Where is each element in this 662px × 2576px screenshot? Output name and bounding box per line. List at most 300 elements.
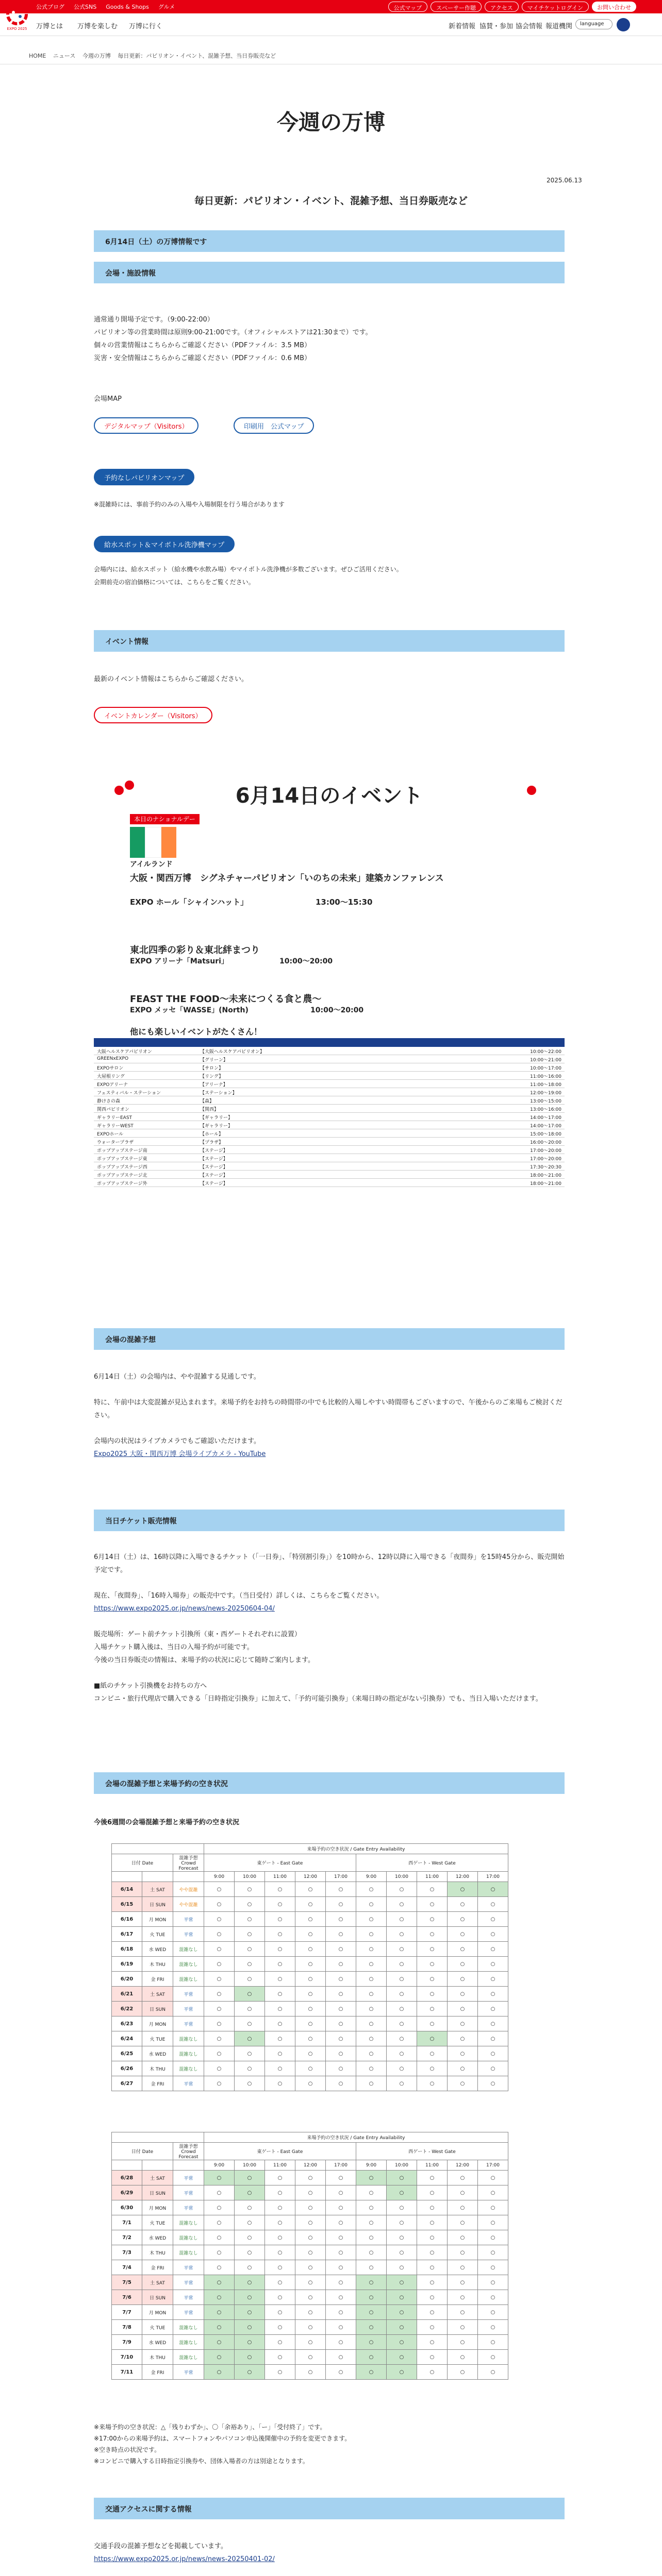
grid-availability-cell: ○ (204, 2335, 235, 2350)
grid-weekday: 日 SUN (142, 1897, 173, 1912)
grid-availability-cell: ○ (478, 2031, 508, 2046)
grid-availability-cell: ○ (326, 2171, 356, 2185)
grid-availability-cell: ○ (448, 2215, 478, 2230)
grid-availability-cell: ○ (448, 2061, 478, 2076)
grid-availability-cell: ○ (265, 1882, 295, 1897)
grid-weekday: 月 MON (142, 2200, 173, 2215)
grid-availability-cell: ○ (295, 1882, 326, 1897)
grid-availability-cell: ○ (356, 2260, 387, 2275)
grid-availability-cell: ○ (387, 1927, 417, 1942)
grid-forecast: 混雑なし (173, 2320, 204, 2335)
grid-date: 6/23 (112, 2016, 142, 2031)
grid-availability-cell: ○ (295, 2275, 326, 2290)
grid-date: 6/21 (112, 1987, 142, 2002)
grid-availability-cell: ○ (295, 2320, 326, 2335)
text-line: パビリオン等の営業時間は原則9:00-21:00です。（オフィシャルストアは21:30まで）です。 (94, 329, 372, 336)
grid-forecast: 平常 (173, 2365, 204, 2380)
grid-availability-cell: ○ (235, 1957, 265, 1972)
grid-forecast: 混雑なし (173, 2245, 204, 2260)
note-line: ※空き時点の状況です。 (94, 2446, 161, 2453)
grid-weekday: 水 WED (142, 1942, 173, 1957)
grid-header-blank (173, 2160, 204, 2171)
grid-availability-cell: ○ (356, 2290, 387, 2305)
grid-date: 7/11 (112, 2365, 142, 2380)
nav-item-visit[interactable]: 万博に行く (129, 23, 163, 30)
grid-availability-cell: ○ (417, 1972, 448, 1987)
grid-availability-cell: ○ (265, 2002, 295, 2016)
grid-weekday: 月 MON (142, 2305, 173, 2320)
event-calendar-button[interactable]: イベントカレンダー（Visitors） (94, 707, 212, 723)
grid-availability-cell: ○ (295, 2046, 326, 2061)
event-table-cell: ギャラリーEAST (97, 1115, 133, 1121)
grid-availability-cell: ○ (417, 1942, 448, 1957)
live-camera-link[interactable]: Expo2025 大阪・関西万博 会場ライブカメラ - YouTube (94, 1450, 266, 1458)
grid-header-time: 10:00 (235, 1872, 265, 1882)
event-table-row (94, 1072, 565, 1080)
grid-forecast: 平常 (173, 1927, 204, 1942)
grid-weekday: 金 FRI (142, 1972, 173, 1987)
event-table-cell: 11:00～16:00 (530, 1074, 561, 1079)
grid-availability-cell: ○ (417, 2031, 448, 2046)
grid-availability-cell: ○ (478, 2350, 508, 2365)
grid-availability-cell: ○ (448, 2245, 478, 2260)
digital-map-button[interactable]: デジタルマップ（Visitors） (94, 417, 198, 434)
water-map-button[interactable]: 給水スポット＆マイボトル洗浄機マップ (94, 536, 235, 552)
grid-availability-cell: ○ (265, 2305, 295, 2320)
grid-availability-cell: ○ (326, 2335, 356, 2350)
grid-forecast: 混雑なし (173, 2335, 204, 2350)
grid-availability-cell: ○ (417, 1912, 448, 1927)
topbar-map-button[interactable]: 公式マップ (388, 2, 428, 12)
grid-availability-cell: ○ (478, 2290, 508, 2305)
event-3-venue: EXPO メッセ「WASSE」(North) (130, 1006, 249, 1014)
grid-availability-cell: ○ (448, 2200, 478, 2215)
grid-availability-cell: ○ (417, 2171, 448, 2185)
event-table-cell: 16:00～20:00 (530, 1140, 561, 1145)
grid-availability-cell: ○ (356, 2031, 387, 2046)
topbar-link-sns[interactable]: 公式SNS (74, 4, 97, 10)
event-table-cell: 15:00～18:00 (530, 1132, 561, 1137)
grid-header-time: 12:00 (448, 2160, 478, 2171)
grid-forecast: 平常 (173, 2171, 204, 2185)
grid-weekday: 土 SAT (142, 2275, 173, 2290)
grid-availability-cell: ○ (478, 1942, 508, 1957)
grid-availability-cell: ○ (326, 2002, 356, 2016)
grid-forecast: 平常 (173, 2016, 204, 2031)
grid-availability-cell: ○ (295, 2016, 326, 2031)
grid-availability-cell: ○ (478, 1987, 508, 2002)
grid-date: 6/26 (112, 2061, 142, 2076)
grid-availability-cell: ○ (326, 2185, 356, 2200)
event-table-cell: 【関西】 (200, 1107, 219, 1112)
grid-availability-cell: ○ (387, 2365, 417, 2380)
grid-availability-cell: ○ (326, 2365, 356, 2380)
grid-date: 7/3 (112, 2245, 142, 2260)
grid-header-date: 日付 Date (112, 2143, 173, 2160)
grid-header-blank (142, 2160, 173, 2171)
grid-header-forecast: 混雑予想 Crowd Forecast (173, 1854, 204, 1872)
grid-availability-cell: ○ (387, 2076, 417, 2091)
section-facility-text (94, 313, 565, 365)
grid-availability-cell: ○ (417, 2290, 448, 2305)
grid-header-time: 11:00 (417, 2160, 448, 2171)
event-table-row (94, 1162, 565, 1171)
grid-availability-cell: ○ (356, 2171, 387, 2185)
grid-header-blank (112, 2160, 142, 2171)
grid-availability-cell: ○ (387, 1942, 417, 1957)
grid-availability-cell: ○ (235, 2016, 265, 2031)
grid-availability-cell: ○ (478, 1927, 508, 1942)
event-table-cell: 【グリーン】 (200, 1058, 228, 1063)
page-title: 今週の万博 (276, 110, 385, 135)
grid-availability-cell: ○ (235, 2320, 265, 2335)
event-table-row (94, 1171, 565, 1179)
grid-availability-cell: ○ (204, 1927, 235, 1942)
section-bar-crowd: 会場の混雑予想 (94, 1328, 565, 1350)
grid-availability-cell: ○ (235, 2171, 265, 2185)
search-icon[interactable] (617, 18, 630, 31)
event-table-cell: 静けさの森 (97, 1099, 121, 1104)
grid-availability-cell: ○ (417, 2305, 448, 2320)
grid-availability-cell: ○ (387, 2215, 417, 2230)
grid-availability-cell: ○ (448, 2031, 478, 2046)
grid-availability-cell: ○ (478, 2260, 508, 2275)
grid-availability-cell: ○ (387, 1912, 417, 1927)
grid-availability-cell: ○ (417, 1987, 448, 2002)
grid-availability-cell: ○ (204, 2245, 235, 2260)
event-table-cell: ポップアップステージ西 (97, 1165, 147, 1170)
map-label: 会場MAP (94, 395, 122, 403)
grid-availability-cell: ○ (235, 2275, 265, 2290)
event-table-cell: GREENxEXPO (97, 1056, 129, 1061)
grid-availability-cell: ○ (417, 2230, 448, 2245)
nav-item-news[interactable]: 新着情報 (449, 23, 476, 30)
grid-availability-cell: ○ (448, 1882, 478, 1897)
grid-availability-cell: ○ (478, 2335, 508, 2350)
text-line: 販売場所：ゲート前チケット引換所（東・西ゲートそれぞれに設置） (94, 1631, 301, 1638)
grid-availability-cell: ○ (417, 2076, 448, 2091)
grid-weekday: 金 FRI (142, 2076, 173, 2091)
event-1-venue: EXPO ホール「シャインハット」 (130, 897, 249, 907)
grid-header-time: 12:00 (295, 2160, 326, 2171)
grid-row (112, 1972, 508, 1987)
topbar-spacer-button[interactable]: スペーサー作聴 (431, 2, 482, 12)
grid-weekday: 月 MON (142, 2016, 173, 2031)
grid-availability-cell: ○ (356, 2335, 387, 2350)
grid-row (112, 2061, 508, 2076)
grid-availability-cell: ○ (295, 1942, 326, 1957)
grid-forecast: 混雑なし (173, 1957, 204, 1972)
grid-weekday: 土 SAT (142, 2171, 173, 2185)
topbar-link-gourmet[interactable]: グルメ (158, 4, 175, 10)
event-table-cell: 【ステージ】 (200, 1157, 228, 1162)
grid-availability-cell: ○ (235, 2290, 265, 2305)
grid-date: 6/19 (112, 1957, 142, 1972)
event-table-row (94, 1138, 565, 1146)
grid-availability-cell: ○ (478, 2171, 508, 2185)
grid-availability-cell: ○ (478, 2275, 508, 2290)
event-table-cell: ギャラリーWEST (97, 1124, 134, 1129)
grid-availability-cell: ○ (204, 2320, 235, 2335)
grid-availability-cell: ○ (204, 1972, 235, 1987)
grid-header-time: 11:00 (265, 2160, 295, 2171)
event-table-cell: 10:00～17:00 (530, 1066, 561, 1071)
access-link-1[interactable]: https://www.expo2025.or.jp/news/news-20250401-02/ (94, 2555, 275, 2563)
grid-availability-cell: ○ (417, 1882, 448, 1897)
breadcrumb-home[interactable]: HOME (29, 53, 46, 59)
grid-row (112, 1882, 508, 1897)
grid-availability-cell: ○ (356, 2245, 387, 2260)
grid-availability-cell: ○ (265, 2185, 295, 2200)
grid-availability-cell: ○ (235, 2061, 265, 2076)
grid-row (112, 2031, 508, 2046)
grid-availability-cell: ○ (417, 2365, 448, 2380)
text-heading: ■紙のチケット引換機をお持ちの方へ (94, 1682, 207, 1690)
topbar-link-blog[interactable]: 公式ブログ (36, 4, 64, 10)
grid-availability-cell: ○ (326, 1927, 356, 1942)
text-line: 現在、「夜間券」、「16時入場券」の販売中です。（当日受付）詳しくは、こちらをご覧ください。 (94, 1592, 384, 1600)
breadcrumb-weekly[interactable]: 今週の万博 (82, 53, 111, 59)
grid-availability-cell: ○ (356, 2230, 387, 2245)
grid-availability-cell: ○ (204, 2185, 235, 2200)
event-2-venue: EXPO アリーナ「Matsuri」 (130, 957, 228, 965)
grid-availability-cell: ○ (417, 1927, 448, 1942)
grid-availability-cell: ○ (387, 1882, 417, 1897)
grid-availability-cell: ○ (235, 1912, 265, 1927)
grid-date: 6/20 (112, 1972, 142, 1987)
grid-row (112, 2320, 508, 2335)
expo-logo[interactable] (4, 3, 30, 34)
event-table-cell: 【ホール】 (200, 1132, 223, 1137)
grid-availability-cell: ○ (204, 2076, 235, 2091)
grid-availability-cell: ○ (387, 2185, 417, 2200)
grid-availability-cell: ○ (448, 2002, 478, 2016)
grid-row (112, 1912, 508, 1927)
grid-availability-cell: ○ (356, 2365, 387, 2380)
grid-availability-cell: ○ (387, 2031, 417, 2046)
grid-availability-cell: ○ (356, 2320, 387, 2335)
grid-availability-cell: ○ (448, 1957, 478, 1972)
grid-header-legend: 来場予約の空き状況 / Gate Entry Availability (204, 2132, 508, 2143)
grid-date: 6/15 (112, 1897, 142, 1912)
grid-availability-cell: ○ (478, 2215, 508, 2230)
grid-availability-cell: ○ (235, 1987, 265, 2002)
grid-availability-cell: ○ (204, 2002, 235, 2016)
grid-header-time: 10:00 (387, 2160, 417, 2171)
grid-availability-cell: ○ (387, 2046, 417, 2061)
grid-availability-cell: ○ (448, 2076, 478, 2091)
grid-forecast: 混雑なし (173, 1972, 204, 1987)
event-table-cell: 【ステージ】 (200, 1148, 228, 1154)
event-table-cell: ポップアップステージ東 (97, 1157, 147, 1162)
grid-availability-cell: ○ (326, 2016, 356, 2031)
event-table-cell: 13:00～15:00 (530, 1099, 561, 1104)
breadcrumb-current: 毎日更新：パビリオン・イベント、混雑予想、当日券販売など (118, 53, 276, 59)
event-2-title: 東北四季の彩り＆東北絆まつり (130, 945, 260, 956)
nav-item-enjoy[interactable]: 万博を楽しむ (77, 23, 118, 30)
nav-item-press[interactable]: 報道機関 (545, 23, 573, 30)
grid-availability-cell: ○ (295, 1972, 326, 1987)
grid-availability-cell: ○ (356, 2350, 387, 2365)
grid-availability-cell: ○ (235, 2076, 265, 2091)
grid-row (112, 2200, 508, 2215)
topbar-myticket-button[interactable]: マイチケットログイン (522, 2, 589, 12)
text-line: 会期前売の宿泊価格については、こちらをご覧ください。 (94, 579, 255, 586)
grid-availability-cell: ○ (417, 2200, 448, 2215)
grid-notes (94, 2421, 565, 2467)
grid-availability-cell: ○ (265, 2076, 295, 2091)
topbar-contact-button[interactable]: お問い合わせ (592, 2, 636, 12)
grid-availability-cell: ○ (478, 1882, 508, 1897)
grid-weekday: 日 SUN (142, 2185, 173, 2200)
note-line: ※コンビニで購入する日時指定引換券や、団体入場者の方は別途となります。 (94, 2458, 309, 2465)
grid-availability-cell: ○ (295, 2185, 326, 2200)
text-line: 特に、午前中は大変混雑が見込まれます。来場予約をお持ちの時間帯の中でも比較的入場しやすい時間帯もございますので、午後からのご来場もご検討ください。 (94, 1399, 562, 1419)
grid-availability-cell: ○ (235, 2046, 265, 2061)
grid-forecast: 混雑なし (173, 2061, 204, 2076)
print-map-button[interactable]: 印刷用 公式マップ (234, 417, 314, 434)
nav-item-about[interactable]: 万博とは (36, 23, 63, 30)
grid-availability-cell: ○ (478, 1957, 508, 1972)
grid-header-blank (142, 1872, 173, 1882)
grid-row (112, 2230, 508, 2245)
grid-availability-cell: ○ (356, 1972, 387, 1987)
grid-availability-cell: ○ (448, 2185, 478, 2200)
grid-weekday: 日 SUN (142, 2002, 173, 2016)
grid-row (112, 1957, 508, 1972)
grid-weekday: 土 SAT (142, 1882, 173, 1897)
language-select[interactable]: language (575, 19, 613, 29)
event-table-cell: 12:00～19:00 (530, 1091, 561, 1096)
event-table-cell: 11:00～18:00 (530, 1082, 561, 1088)
event-3-time: 10:00～20:00 (310, 1006, 364, 1014)
grid-date: 6/25 (112, 2046, 142, 2061)
grid-availability-cell: ○ (326, 1972, 356, 1987)
section-bar-today: 6月14日（土）の万博情報です (94, 230, 565, 252)
topbar-access-button[interactable]: アクセス (485, 2, 519, 12)
grid-availability-cell: ○ (295, 2230, 326, 2245)
grid-availability-cell: ○ (204, 2031, 235, 2046)
section-bar-reservation: 会場の混雑予想と来場予約の空き状況 (94, 1772, 565, 1794)
grid-row (112, 2076, 508, 2091)
grid-weekday: 火 TUE (142, 2215, 173, 2230)
grid-availability-cell: ○ (356, 2200, 387, 2215)
grid-weekday: 木 THU (142, 2245, 173, 2260)
water-text (94, 563, 565, 589)
grid-availability-cell: ○ (356, 2002, 387, 2016)
grid-availability-cell: ○ (448, 1942, 478, 1957)
grid-availability-cell: ○ (295, 2076, 326, 2091)
grid-row (112, 2245, 508, 2260)
grid-availability-cell: ○ (448, 1912, 478, 1927)
grid-availability-cell: ○ (478, 2016, 508, 2031)
event-table-cell: 【サロン】 (200, 1066, 224, 1071)
grid-header-time: 17:00 (326, 2160, 356, 2171)
grid-availability-cell: ○ (448, 2230, 478, 2245)
grid-availability-cell: ○ (448, 1927, 478, 1942)
grid-availability-cell: ○ (235, 1927, 265, 1942)
grid-availability-cell: ○ (478, 2076, 508, 2091)
grid-header-time: 12:00 (295, 1872, 326, 1882)
events-text: 最新のイベント情報はこちらからご確認ください。 (94, 675, 249, 683)
noreserve-map-button[interactable]: 予約なしパビリオンマップ (94, 469, 194, 485)
grid-availability-cell: ○ (204, 1882, 235, 1897)
grid-availability-cell: ○ (478, 2002, 508, 2016)
grid-availability-cell: ○ (204, 2171, 235, 2185)
grid-header-date: 日付 Date (112, 1854, 173, 1872)
grid-row (112, 2335, 508, 2350)
grid-availability-cell: ○ (204, 2350, 235, 2365)
grid-availability-cell: ○ (235, 1942, 265, 1957)
grid-header-time: 17:00 (478, 2160, 508, 2171)
availability-grid-1 (111, 1843, 508, 2091)
ticket-text (94, 1551, 565, 1705)
grid-availability-cell: ○ (448, 2305, 478, 2320)
grid-header-forecast: 混雑予想 Crowd Forecast (173, 2143, 204, 2160)
nav-item-sponsor[interactable]: 協賛・参加 (479, 23, 514, 30)
event-more: 他にも楽しいイベントがたくさん！ (130, 1027, 262, 1037)
grid-availability-cell: ○ (265, 1912, 295, 1927)
grid-availability-cell: ○ (417, 2275, 448, 2290)
grid-date: 7/6 (112, 2290, 142, 2305)
grid-availability-cell: ○ (204, 2200, 235, 2215)
grid-availability-cell: ○ (265, 2031, 295, 2046)
grid-availability-cell: ○ (235, 2335, 265, 2350)
grid-availability-cell: ○ (448, 2290, 478, 2305)
grid-availability-cell: ○ (204, 1957, 235, 1972)
event-table-row (94, 1088, 565, 1096)
grid-availability-cell: ○ (326, 2245, 356, 2260)
grid-availability-cell: ○ (417, 2215, 448, 2230)
event-table-cell: 18:00～21:00 (530, 1173, 561, 1178)
grid-availability-cell: ○ (387, 2245, 417, 2260)
event-table-cell: 【ステージ】 (200, 1165, 228, 1170)
ireland-flag-icon (130, 827, 176, 858)
topbar-link-goods[interactable]: Goods & Shops (106, 3, 149, 10)
event-table-cell: 【リング】 (200, 1074, 224, 1079)
grid-availability-cell: ○ (265, 2260, 295, 2275)
grid-row (112, 1897, 508, 1912)
event-title: 6月14日のイベント (235, 784, 423, 808)
grid-availability-cell: ○ (265, 2275, 295, 2290)
ticket-news-link[interactable]: https://www.expo2025.or.jp/news/news-20250604-04/ (94, 1605, 275, 1613)
grid-availability-cell: ○ (356, 2061, 387, 2076)
grid-availability-cell: ○ (235, 2365, 265, 2380)
nav-item-assoc[interactable]: 協会情報 (516, 23, 543, 30)
grid-forecast: やや混雑 (173, 1897, 204, 1912)
grid-weekday: 土 SAT (142, 1987, 173, 2002)
crowd-text (94, 1370, 565, 1461)
grid-availability-cell: ○ (387, 2305, 417, 2320)
access-text (94, 2540, 565, 2576)
grid-availability-cell: ○ (204, 2046, 235, 2061)
grid-availability-cell: ○ (356, 1897, 387, 1912)
event-table-row (94, 1129, 565, 1138)
text-line: 交通手段の混雑予想などを掲載しています。 (94, 2543, 227, 2550)
grid-availability-cell: ○ (356, 2275, 387, 2290)
grid-availability-cell: ○ (265, 2290, 295, 2305)
grid-availability-cell: ○ (326, 2215, 356, 2230)
breadcrumb-news[interactable]: ニュース (53, 53, 76, 59)
grid-availability-cell: ○ (326, 2320, 356, 2335)
grid-availability-cell: ○ (295, 2260, 326, 2275)
grid-weekday: 火 TUE (142, 2320, 173, 2335)
grid-availability-cell: ○ (235, 2350, 265, 2365)
event-table-cell: 17:00～20:00 (530, 1157, 561, 1162)
grid-availability-cell: ○ (265, 2200, 295, 2215)
grid-forecast: 混雑なし (173, 2350, 204, 2365)
grid-availability-cell: ○ (356, 1987, 387, 2002)
